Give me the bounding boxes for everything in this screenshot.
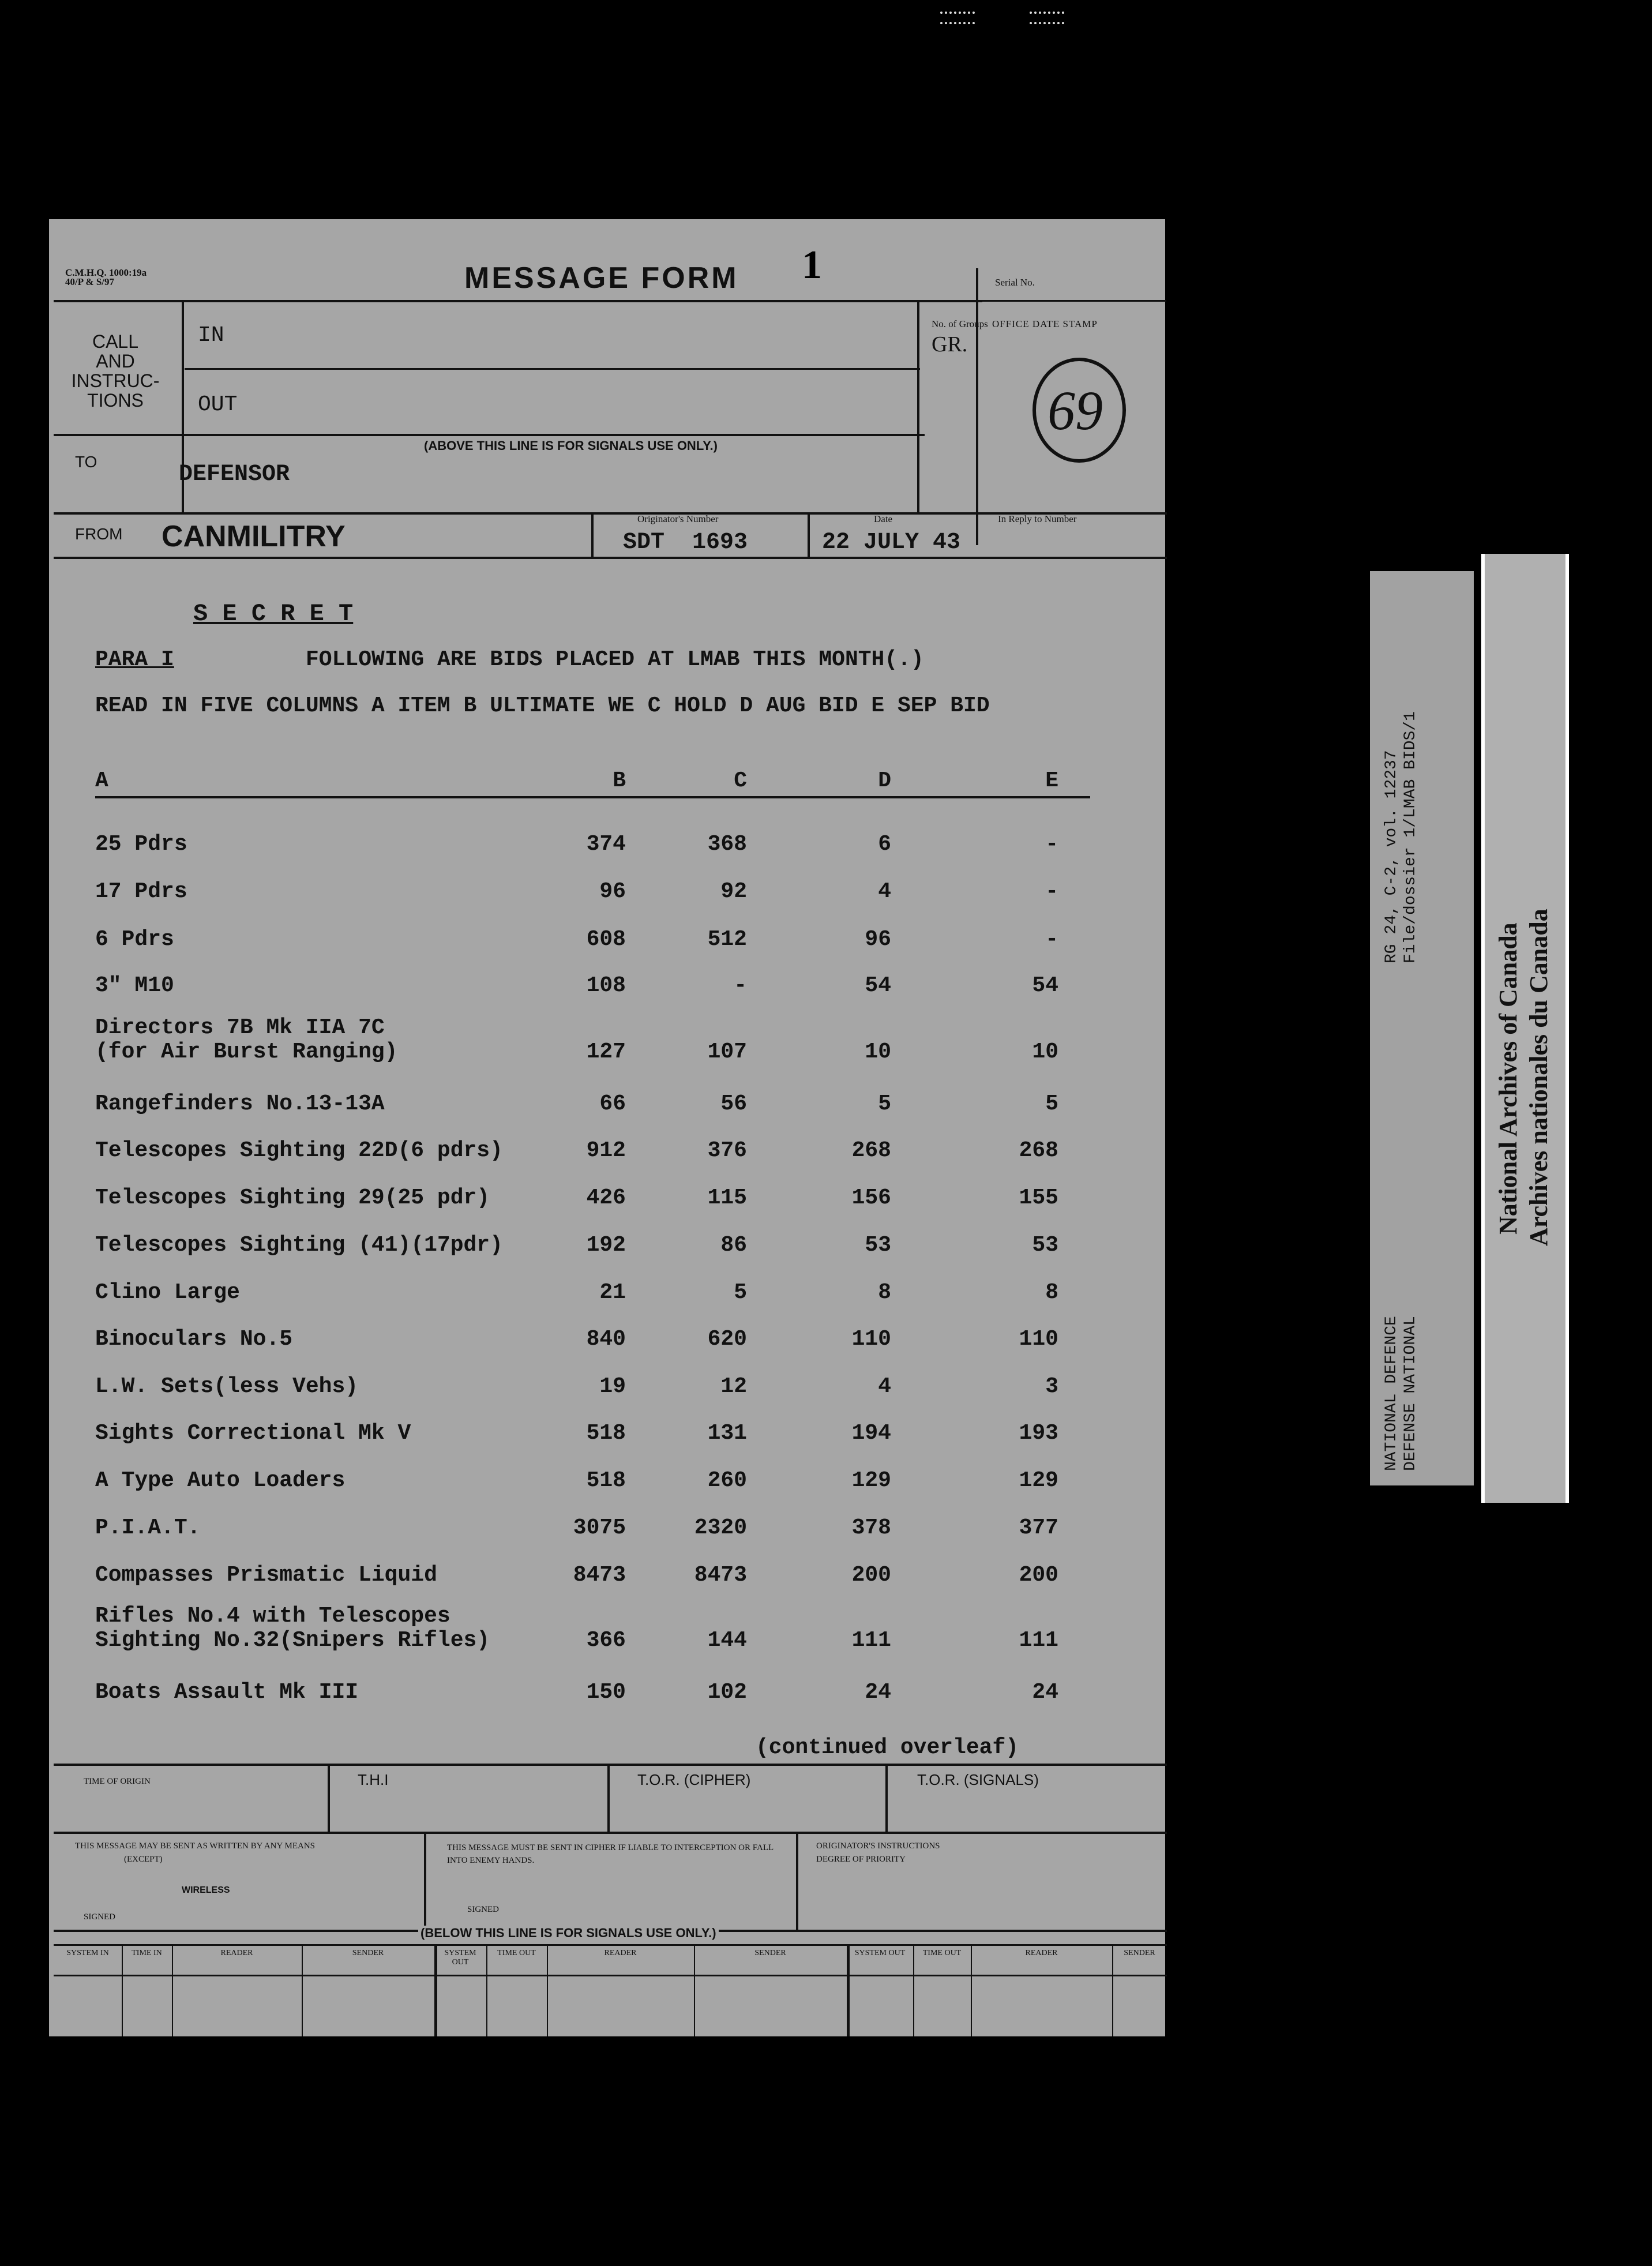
groups-value: GR. [932,332,968,357]
grid-divider [486,1944,487,2036]
cell-sep-bid: 377 [1019,1515,1058,1540]
para-label: PARA I [95,647,174,672]
cell-sep-bid: 155 [1019,1185,1058,1210]
cell-item: 3" M10 [95,973,174,998]
cell-hold: - [734,973,747,998]
cell-sep-bid: 10 [1032,1040,1058,1064]
cell-item: 25 Pdrs [95,832,187,857]
grid-header-cell: SYSTEM IN [66,1949,109,1957]
cell-ultimate: 192 [586,1233,626,1258]
intro-line: FOLLOWING ARE BIDS PLACED AT LMAB THIS MONTH(.) [306,647,924,672]
table-row [95,993,1145,1064]
cell-hold: 368 [707,832,747,857]
cell-item: Rangefinders No.13-13A [95,1091,385,1116]
cell-ultimate: 150 [586,1680,626,1705]
grid-divider [172,1944,173,2036]
cell-hold: 144 [707,1628,747,1653]
stamp-number: 69 [1047,380,1103,441]
cell-hold: 86 [720,1233,747,1258]
cell-ultimate: 108 [586,973,626,998]
orig-number-label: Originator's Number [637,513,719,524]
cell-aug-bid: 268 [851,1138,891,1163]
cell-sep-bid: - [1045,879,1058,904]
cell-hold: 620 [707,1327,747,1352]
cell-hold: 512 [707,927,747,952]
col-header-d: D [878,768,891,793]
cipher-note: THIS MESSAGE MUST BE SENT IN CIPHER IF LIABLE TO INTERCEPTION OR FALL INTO ENEMY HANDS. [447,1843,774,1865]
cell-sep-bid: 8 [1045,1280,1058,1305]
cell-aug-bid: 10 [865,1040,891,1064]
table-row [95,805,1145,857]
grid-header-cell: SENDER [1124,1949,1155,1957]
to-label: TO [75,453,97,471]
cell-aug-bid: 96 [865,927,891,952]
cell-hold: 92 [720,879,747,904]
col-header-e: E [1045,768,1058,793]
table-row [95,1441,1145,1493]
cell-ultimate: 518 [586,1421,626,1446]
cell-sep-bid: 110 [1019,1327,1058,1352]
cell-item: Clino Large [95,1280,240,1305]
continued-note: (continued overleaf) [756,1735,1019,1760]
table-row [95,1653,1145,1705]
cell-item: Compasses Prismatic Liquid [95,1563,437,1588]
table-row [95,1394,1145,1446]
cell-aug-bid: 54 [865,973,891,998]
cell-aug-bid: 129 [851,1468,891,1493]
groups-label: No. of Groups [932,318,988,329]
thi-label: T.H.I [358,1771,389,1788]
cell-aug-bid: 24 [865,1680,891,1705]
table-row [95,1111,1145,1163]
cell-hold: 260 [707,1468,747,1493]
except-label: (EXCEPT) [124,1855,163,1864]
cell-hold: 8473 [694,1563,747,1588]
table-row [95,1064,1145,1116]
cell-hold: 56 [720,1091,747,1116]
cell-hold: 115 [707,1185,747,1210]
tor-cipher-label: T.O.R. (CIPHER) [637,1771,751,1788]
cell-ultimate: 127 [586,1040,626,1064]
table-row [95,946,1145,998]
in-label: IN [198,323,224,348]
cell-aug-bid: 6 [878,832,891,857]
cell-sep-bid: 54 [1032,973,1058,998]
archive-reference-label [1370,571,1474,1485]
form-title: MESSAGE FORM [464,261,739,295]
cell-aug-bid: 53 [865,1233,891,1258]
cell-ultimate: 366 [586,1628,626,1653]
cell-aug-bid: 8 [878,1280,891,1305]
column-header-rule [95,796,1090,798]
cell-sep-bid: - [1045,927,1058,952]
form-ref-code: C.M.H.Q. 1000:19a 40/P & S/97 [65,267,147,287]
cell-item: Rifles No.4 with Telescopes Sighting No.32(Snipers Rifles) [95,1604,490,1653]
grid-header-cell: SENDER [754,1949,786,1957]
table-row [95,1158,1145,1210]
cell-hold: 5 [734,1280,747,1305]
orig-instructions-label: ORIGINATOR'S INSTRUCTIONS [816,1841,940,1851]
cell-hold: 2320 [694,1515,747,1540]
cell-sep-bid: 268 [1019,1138,1058,1163]
cell-item: Binoculars No.5 [95,1327,293,1352]
date-value: 22 JULY 43 [822,530,961,556]
classification: S E C R E T [193,600,354,628]
cell-ultimate: 8473 [573,1563,626,1588]
cell-item: Telescopes Sighting (41)(17pdr) [95,1233,503,1258]
cell-ultimate: 608 [586,927,626,952]
time-of-origin-label: TIME OF ORIGIN [84,1777,151,1786]
cell-aug-bid: 111 [851,1628,891,1653]
grid-header-cell: READER [604,1949,637,1957]
out-label: OUT [198,392,238,417]
table-row [95,1253,1145,1305]
cell-sep-bid: 5 [1045,1091,1058,1116]
cell-ultimate: 66 [599,1091,626,1116]
cell-sep-bid: - [1045,832,1058,857]
orig-number-value: SDT 1693 [623,530,748,556]
col-header-c: C [734,768,747,793]
archive-file: File/dossier 1/LMAB BIDS/1 [1402,711,1420,963]
archive-en: National Archives of Canada [1494,922,1522,1235]
grid-header-cell: SYSTEM OUT [854,1949,906,1957]
cell-sep-bid: 53 [1032,1233,1058,1258]
cell-item: L.W. Sets(less Vehs) [95,1374,359,1399]
dept-en: NATIONAL DEFENCE [1383,1316,1401,1471]
grid-header-cell: SENDER [352,1949,384,1957]
grid-divider [913,1944,914,2036]
archive-ref: RG 24, C-2, vol. 12237 [1383,750,1401,963]
grid-divider [547,1944,548,2036]
grid-divider [302,1944,303,2036]
title-handwritten-mark: 1 [802,243,822,287]
grid-header-cell: READER [220,1949,253,1957]
cell-ultimate: 912 [586,1138,626,1163]
cell-item: A Type Auto Loaders [95,1468,346,1493]
cell-hold: 107 [707,1040,747,1064]
cell-hold: 131 [707,1421,747,1446]
grid-header-cell: TIME IN [132,1949,162,1957]
serial-label: Serial No. [995,277,1035,288]
table-row [95,1347,1145,1399]
priority-label: DEGREE OF PRIORITY [816,1855,906,1864]
cell-item: 6 Pdrs [95,927,174,952]
cell-aug-bid: 378 [851,1515,891,1540]
grid-header-cell: TIME OUT [922,1949,962,1957]
to-value: DEFENSOR [179,462,290,487]
cell-ultimate: 426 [586,1185,626,1210]
grid-divider [847,1944,850,2036]
cell-ultimate: 374 [586,832,626,857]
call-instructions-label: CALL AND INSTRUC- TIONS [71,331,160,411]
table-row [95,900,1145,952]
cell-aug-bid: 200 [851,1563,891,1588]
cell-hold: 102 [707,1680,747,1705]
grid-divider [1112,1944,1113,2036]
cell-item: Telescopes Sighting 29(25 pdr) [95,1185,490,1210]
stamp-circle [1032,358,1126,463]
grid-divider [694,1944,695,2036]
cell-aug-bid: 4 [878,879,891,904]
cell-ultimate: 840 [586,1327,626,1352]
table-row [95,852,1145,904]
wireless-label: WIRELESS [182,1885,230,1895]
cell-item: Boats Assault Mk III [95,1680,359,1705]
cell-sep-bid: 24 [1032,1680,1058,1705]
cell-sep-bid: 3 [1045,1374,1058,1399]
office-stamp-label: OFFICE DATE STAMP [992,318,1098,329]
message-form [49,219,1165,2036]
col-header-a: A [95,768,108,793]
grid-divider [971,1944,972,2036]
cell-aug-bid: 4 [878,1374,891,1399]
cell-hold: 376 [707,1138,747,1163]
signals-note-bottom: (BELOW THIS LINE IS FOR SIGNALS USE ONLY.) [418,1926,719,1941]
table-row [95,1488,1145,1540]
binder-marks [929,0,1090,26]
cell-sep-bid: 200 [1019,1563,1058,1588]
signed-label-2: SIGNED [467,1905,499,1914]
tor-signals-label: T.O.R. (SIGNALS) [917,1771,1039,1788]
cell-item: 17 Pdrs [95,879,187,904]
table-row [95,1582,1145,1653]
from-value: CANMILITRY [162,520,346,553]
column-headers [95,764,1145,793]
cell-sep-bid: 129 [1019,1468,1058,1493]
dept-fr: DEFENSE NATIONAL [1402,1316,1420,1471]
col-header-b: B [613,768,626,793]
cell-aug-bid: 156 [851,1185,891,1210]
cell-sep-bid: 193 [1019,1421,1058,1446]
table-row [95,1206,1145,1258]
cell-ultimate: 518 [586,1468,626,1493]
cell-aug-bid: 110 [851,1327,891,1352]
cell-ultimate: 19 [599,1374,626,1399]
reply-label: In Reply to Number [998,513,1077,524]
cell-item: Directors 7B Mk IIA 7C (for Air Burst Ranging) [95,1015,398,1064]
archive-fr: Archives nationales du Canada [1525,909,1553,1246]
signed-label-1: SIGNED [84,1912,115,1922]
written-note: THIS MESSAGE MAY BE SENT AS WRITTEN BY ANY MEANS [75,1841,316,1851]
cell-hold: 12 [720,1374,747,1399]
cell-ultimate: 3075 [573,1515,626,1540]
cell-item: Sights Correctional Mk V [95,1421,411,1446]
grid-header-cell: TIME OUT [497,1949,536,1957]
cell-aug-bid: 194 [851,1421,891,1446]
table-row [95,1536,1145,1588]
cell-item: P.I.A.T. [95,1515,201,1540]
cell-ultimate: 21 [599,1280,626,1305]
from-label: FROM [75,525,123,543]
grid-divider [122,1944,123,2036]
grid-header-cell: READER [1025,1949,1058,1957]
grid-divider [434,1944,437,2036]
signals-note-top: (ABOVE THIS LINE IS FOR SIGNALS USE ONLY.) [424,438,718,453]
signals-grid [54,1944,1167,2036]
national-archives-label [1481,554,1569,1503]
table-row [95,1300,1145,1352]
cell-ultimate: 96 [599,879,626,904]
instruction-line: READ IN FIVE COLUMNS A ITEM B ULTIMATE WE C HOLD D AUG BID E SEP BID [95,693,990,718]
cell-sep-bid: 111 [1019,1628,1058,1653]
grid-header-cell: SYSTEM OUT [444,1949,476,1967]
cell-aug-bid: 5 [878,1091,891,1116]
date-label: Date [874,513,893,524]
cell-item: Telescopes Sighting 22D(6 pdrs) [95,1138,503,1163]
